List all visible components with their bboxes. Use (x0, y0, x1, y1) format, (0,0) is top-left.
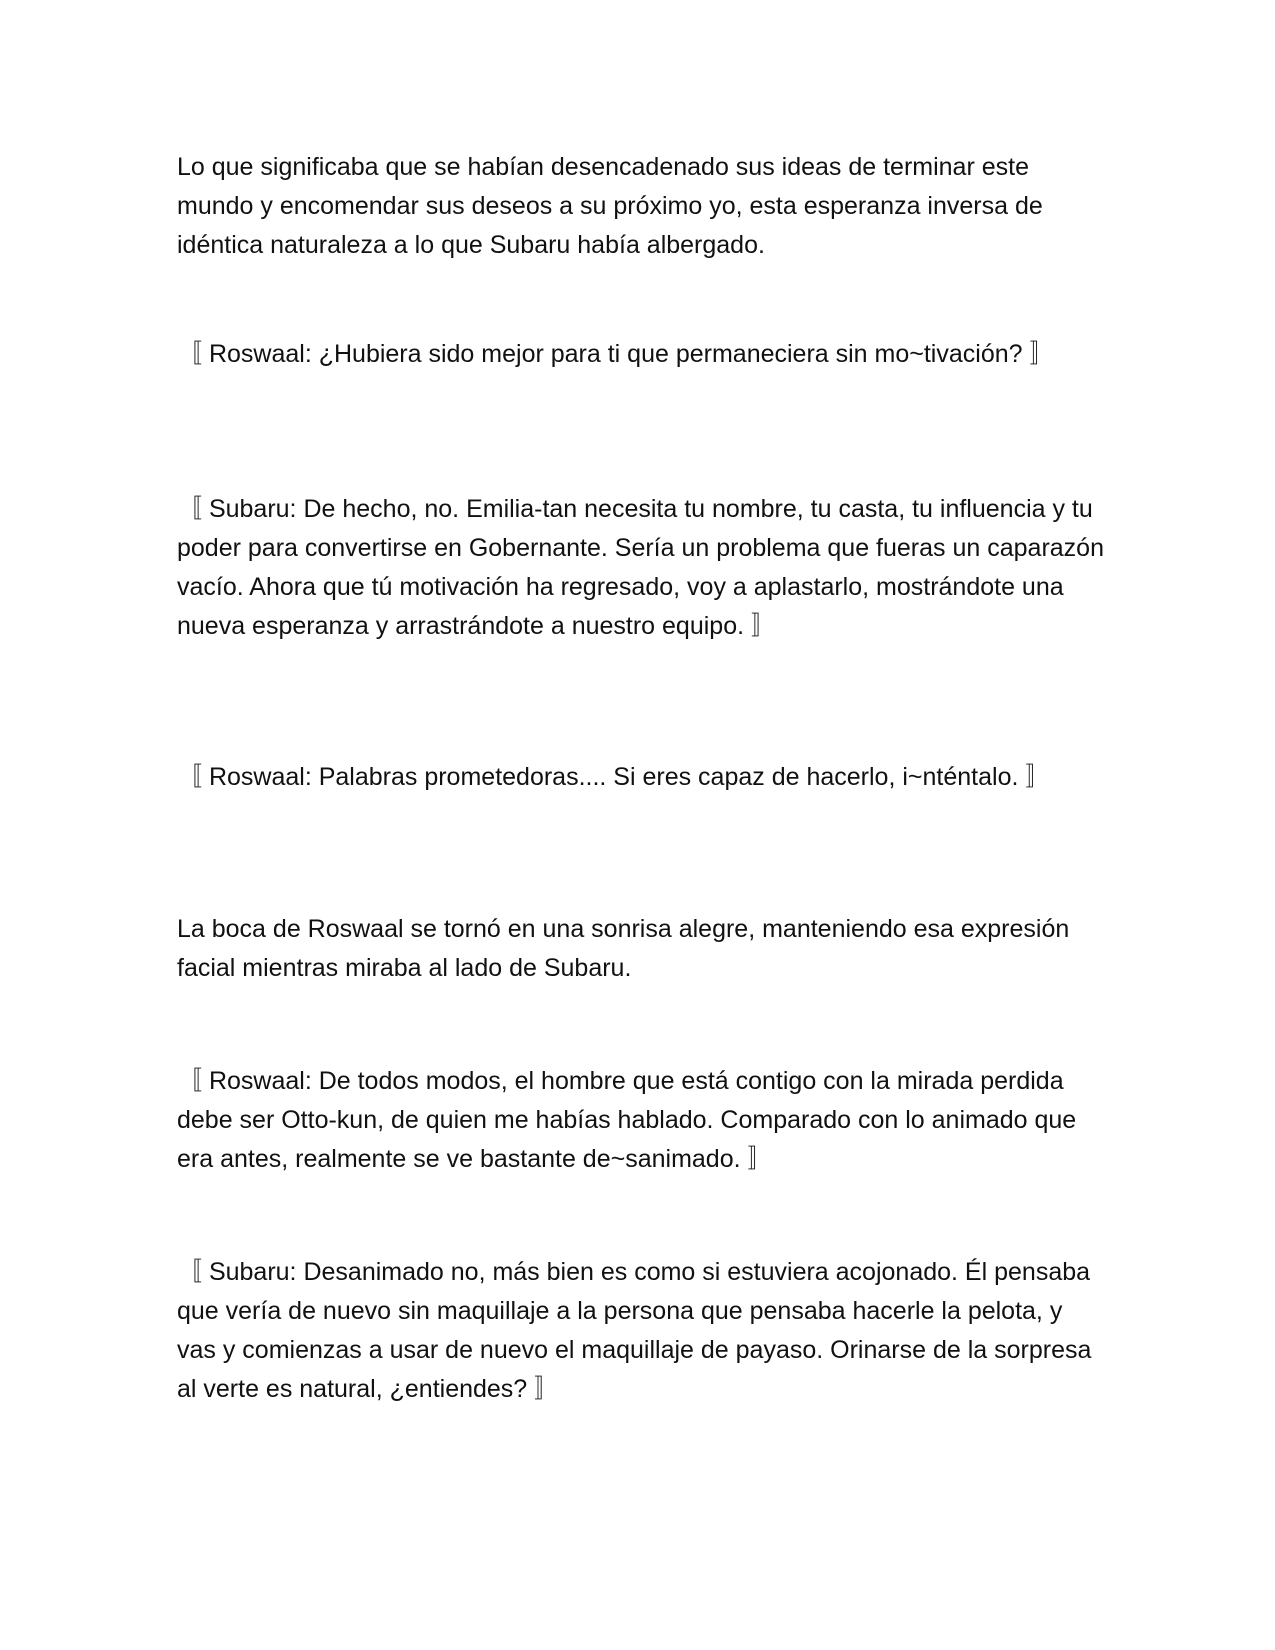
narration-paragraph-1: Lo que significaba que se habían desencadenado sus ideas de terminar este mundo y encomendar sus deseos a su próximo yo, esta esperanza inversa de idéntica naturaleza a lo que Subaru había albergado. (177, 153, 1043, 259)
dialogue-roswaal-1: 〚 Roswaal: ¿Hubiera sido mejor para ti que permaneciera sin mo~tivación? 〛 (177, 340, 1055, 368)
dialogue-subaru-1: 〚 Subaru: De hecho, no. Emilia-tan necesita tu nombre, tu casta, tu influencia y tu poder para convertirse en Gobernante. Sería un problema que fueras un caparazón vacío. Ahora que tú motivación ha regresado, voy a aplastarlo, mostrándote una nueva esperanza y arrastrándote a nuestro equipo. 〛 (177, 495, 1104, 640)
dialogue-roswaal-2: 〚 Roswaal: Palabras prometedoras.... Si eres capaz de hacerlo, i~nténtalo. 〛 (177, 763, 1051, 791)
dialogue-roswaal-3: 〚 Roswaal: De todos modos, el hombre que está contigo con la mirada perdida debe ser Otto-kun, de quien me habías hablado. Comparado con lo animado que era antes, realmente se ve bastante de~sanimado. 〛 (177, 1067, 1077, 1173)
dialogue-subaru-2: 〚 Subaru: Desanimado no, más bien es como si estuviera acojonado. Él pensaba que vería de nuevo sin maquillaje a la persona que pensaba hacerle la pelota, y vas y comienzas a usar de nuevo el maquillaje de payaso. Orinarse de la sorpresa al verte es natural, ¿entiendes? 〛 (177, 1258, 1092, 1403)
narration-paragraph-2: La boca de Roswaal se tornó en una sonrisa alegre, manteniendo esa expresión facial mientras miraba al lado de Subaru. (177, 915, 1070, 982)
